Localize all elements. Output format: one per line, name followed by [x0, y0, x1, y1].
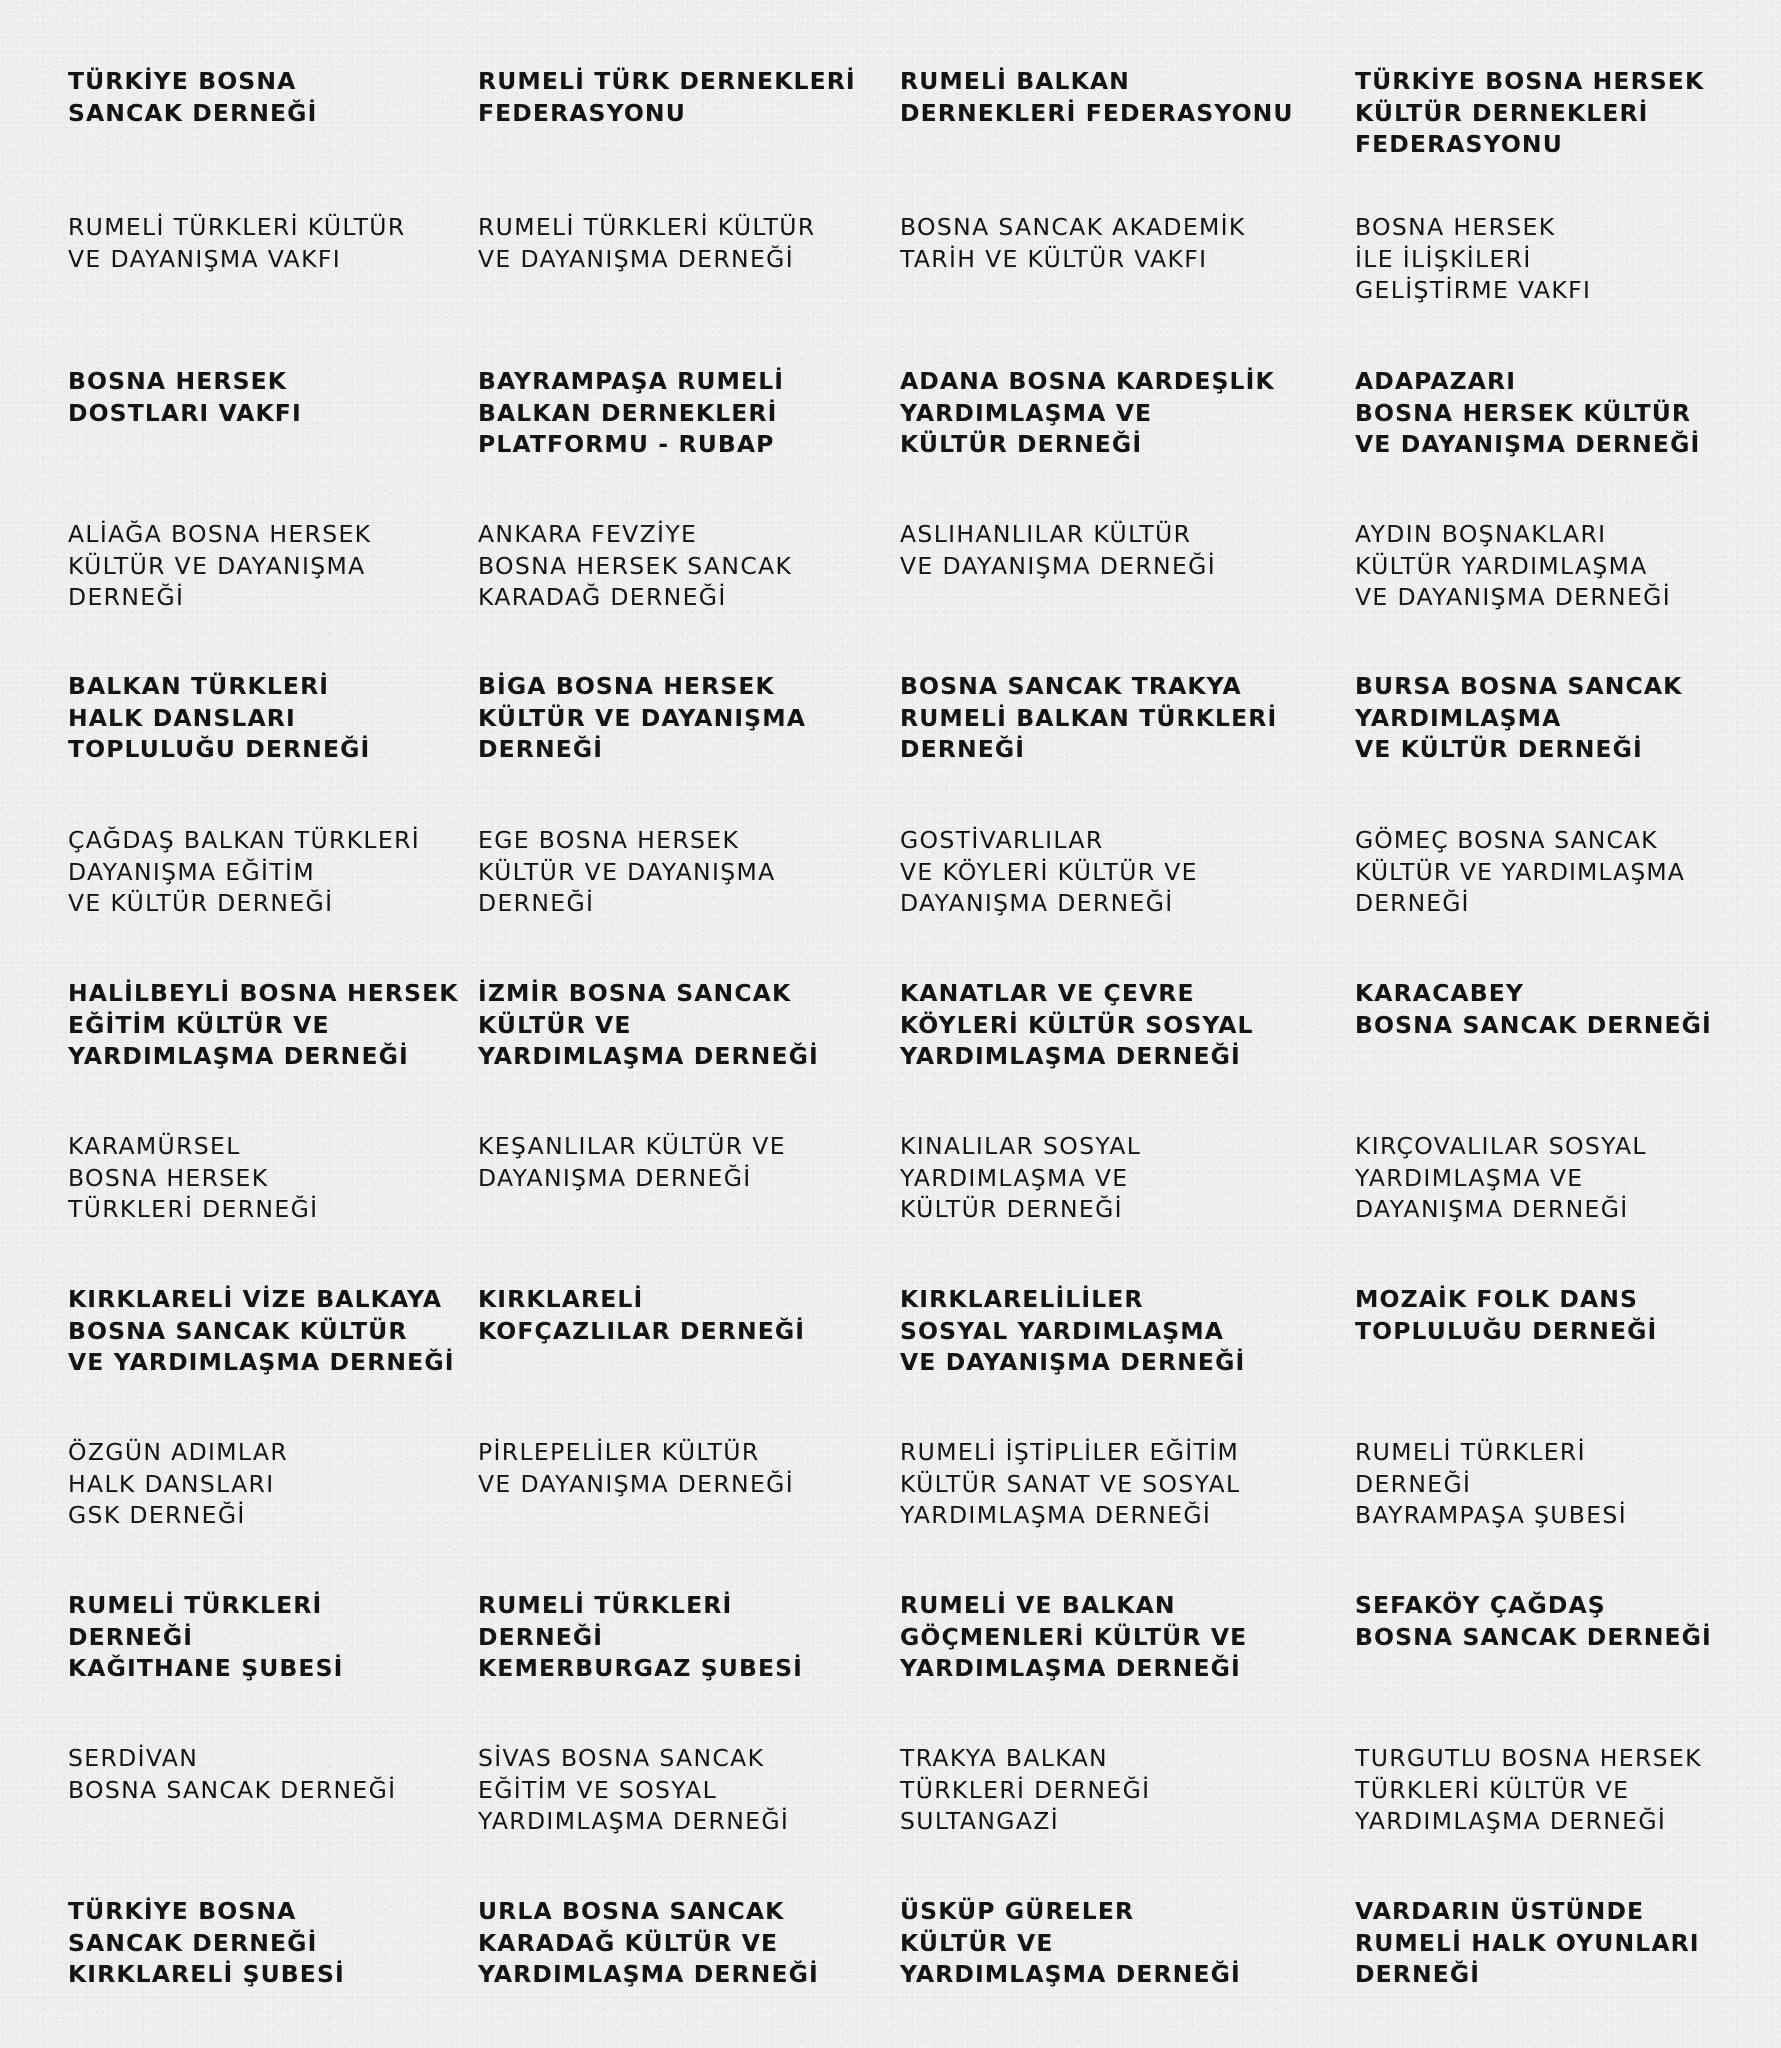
organization-name: URLA BOSNA SANCAK KARADAĞ KÜLTÜR VE YARDIMLAŞMA DERNEĞİ [478, 1897, 819, 1988]
organization-name: İZMİR BOSNA SANCAK KÜLTÜR VE YARDIMLAŞMA DERNEĞİ [478, 979, 819, 1070]
organization-name: KEŞANLILAR KÜLTÜR VE DAYANIŞMA DERNEĞİ [478, 1132, 786, 1192]
organization-name: RUMELİ TÜRKLERİ KÜLTÜR VE DAYANIŞMA DERNEĞİ [478, 213, 816, 273]
organization-name: ÖZGÜN ADIMLAR HALK DANSLARI GSK DERNEĞİ [68, 1438, 289, 1529]
organization-name: RUMELİ TÜRK DERNEKLERİ FEDERASYONU [478, 67, 856, 127]
organization-name: TURGUTLU BOSNA HERSEK TÜRKLERİ KÜLTÜR VE YARDIMLAŞMA DERNEĞİ [1355, 1744, 1702, 1835]
organization-name: TÜRKİYE BOSNA HERSEK KÜLTÜR DERNEKLERİ FEDERASYONU [1355, 67, 1705, 158]
organization-name: EGE BOSNA HERSEK KÜLTÜR VE DAYANIŞMA DERNEĞİ [478, 826, 776, 917]
organization-name: RUMELİ BALKAN DERNEKLERİ FEDERASYONU [900, 67, 1294, 127]
organization-name: SERDİVAN BOSNA SANCAK DERNEĞİ [68, 1744, 397, 1804]
organization-name: BİGA BOSNA HERSEK KÜLTÜR VE DAYANIŞMA DERNEĞİ [478, 672, 806, 763]
organization-name: ÇAĞDAŞ BALKAN TÜRKLERİ DAYANIŞMA EĞİTİM VE KÜLTÜR DERNEĞİ [68, 826, 421, 917]
organization-name: RUMELİ TÜRKLERİ KÜLTÜR VE DAYANIŞMA VAKFI [68, 213, 406, 273]
organization-name: RUMELİ İŞTİPLİLER EĞİTİM KÜLTÜR SANAT VE SOSYAL YARDIMLAŞMA DERNEĞİ [900, 1438, 1241, 1529]
organization-name: ALİAĞA BOSNA HERSEK KÜLTÜR VE DAYANIŞMA DERNEĞİ [68, 520, 372, 611]
organization-name: GOSTİVARLILAR VE KÖYLERİ KÜLTÜR VE DAYANIŞMA DERNEĞİ [900, 826, 1198, 917]
organization-name: MOZAİK FOLK DANS TOPLULUĞU DERNEĞİ [1355, 1285, 1658, 1345]
organization-name: KIRKLARELİ KOFÇAZLILAR DERNEĞİ [478, 1285, 806, 1345]
organization-name: SİVAS BOSNA SANCAK EĞİTİM VE SOSYAL YARDIMLAŞMA DERNEĞİ [478, 1744, 790, 1835]
organization-name: RUMELİ TÜRKLERİ DERNEĞİ KAĞITHANE ŞUBESİ [68, 1591, 344, 1682]
organization-name: ANKARA FEVZİYE BOSNA HERSEK SANCAK KARADAĞ DERNEĞİ [478, 520, 793, 611]
organization-name: SEFAKÖY ÇAĞDAŞ BOSNA SANCAK DERNEĞİ [1355, 1591, 1712, 1651]
organization-name: ASLIHANLILAR KÜLTÜR VE DAYANIŞMA DERNEĞİ [900, 520, 1217, 580]
organization-name: RUMELİ TÜRKLERİ DERNEĞİ KEMERBURGAZ ŞUBESİ [478, 1591, 804, 1682]
organization-name: BAYRAMPAŞA RUMELİ BALKAN DERNEKLERİ PLATFORMU - RUBAP [478, 367, 785, 458]
organization-name: KIRÇOVALILAR SOSYAL YARDIMLAŞMA VE DAYANIŞMA DERNEĞİ [1355, 1132, 1647, 1223]
organization-name: AYDIN BOŞNAKLARI KÜLTÜR YARDIMLAŞMA VE DAYANIŞMA DERNEĞİ [1355, 520, 1672, 611]
organization-name: BOSNA SANCAK AKADEMİK TARİH VE KÜLTÜR VAKFI [900, 213, 1246, 273]
organization-name: TÜRKİYE BOSNA SANCAK DERNEĞİ [68, 67, 318, 127]
organization-name: RUMELİ VE BALKAN GÖÇMENLERİ KÜLTÜR VE YARDIMLAŞMA DERNEĞİ [900, 1591, 1248, 1682]
organization-name: ADANA BOSNA KARDEŞLİK YARDIMLAŞMA VE KÜLTÜR DERNEĞİ [900, 367, 1275, 458]
organization-name: ÜSKÜP GÜRELER KÜLTÜR VE YARDIMLAŞMA DERNEĞİ [900, 1897, 1241, 1988]
organization-name: PİRLEPELİLER KÜLTÜR VE DAYANIŞMA DERNEĞİ [478, 1438, 795, 1498]
organization-name: KANATLAR VE ÇEVRE KÖYLERİ KÜLTÜR SOSYAL YARDIMLAŞMA DERNEĞİ [900, 979, 1254, 1070]
organization-name: BOSNA HERSEK İLE İLİŞKİLERİ GELİŞTİRME VAKFI [1355, 213, 1592, 304]
organization-name: ADAPAZARI BOSNA HERSEK KÜLTÜR VE DAYANIŞMA DERNEĞİ [1355, 367, 1701, 458]
organization-name: BURSA BOSNA SANCAK YARDIMLAŞMA VE KÜLTÜR DERNEĞİ [1355, 672, 1683, 763]
organization-name: KINALILAR SOSYAL YARDIMLAŞMA VE KÜLTÜR DERNEĞİ [900, 1132, 1142, 1223]
organization-name: TÜRKİYE BOSNA SANCAK DERNEĞİ KIRKLARELİ ŞUBESİ [68, 1897, 345, 1988]
organization-name: BOSNA HERSEK DOSTLARI VAKFI [68, 367, 302, 427]
organization-name: BALKAN TÜRKLERİ HALK DANSLARI TOPLULUĞU DERNEĞİ [68, 672, 371, 763]
organization-name: BOSNA SANCAK TRAKYA RUMELİ BALKAN TÜRKLERİ DERNEĞİ [900, 672, 1278, 763]
organization-name: GÖMEÇ BOSNA SANCAK KÜLTÜR VE YARDIMLAŞMA DERNEĞİ [1355, 826, 1685, 917]
organization-name: KARACABEY BOSNA SANCAK DERNEĞİ [1355, 979, 1712, 1039]
organization-name: VARDARIN ÜSTÜNDE RUMELİ HALK OYUNLARI DERNEĞİ [1355, 1897, 1700, 1988]
organization-name: KIRKLARELİ VİZE BALKAYA BOSNA SANCAK KÜLTÜR VE YARDIMLAŞMA DERNEĞİ [68, 1285, 455, 1376]
organization-name: RUMELİ TÜRKLERİ DERNEĞİ BAYRAMPAŞA ŞUBESİ [1355, 1438, 1627, 1529]
organization-name: TRAKYA BALKAN TÜRKLERİ DERNEĞİ SULTANGAZİ [900, 1744, 1151, 1835]
organization-name: KARAMÜRSEL BOSNA HERSEK TÜRKLERİ DERNEĞİ [68, 1132, 319, 1223]
organization-name: HALİLBEYLİ BOSNA HERSEK EĞİTİM KÜLTÜR VE YARDIMLAŞMA DERNEĞİ [68, 979, 459, 1070]
organization-name: KIRKLARELİLİLER SOSYAL YARDIMLAŞMA VE DAYANIŞMA DERNEĞİ [900, 1285, 1246, 1376]
